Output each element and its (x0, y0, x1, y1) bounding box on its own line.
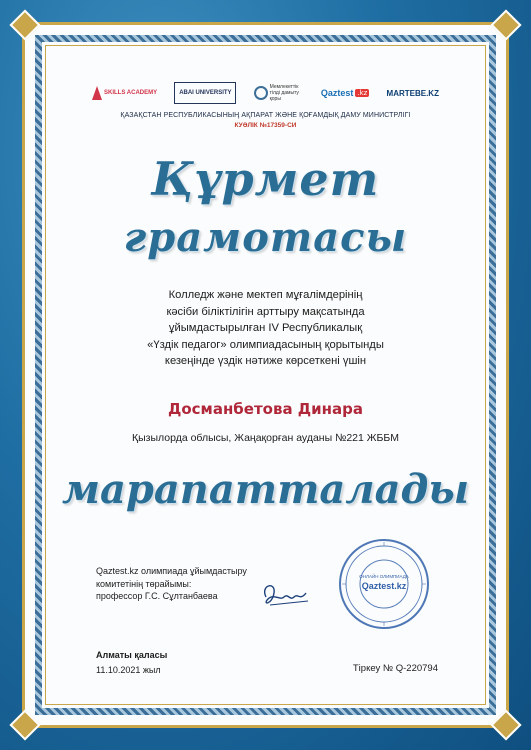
martebe-logo (387, 89, 439, 98)
ministry-heading: ҚАЗАҚСТАН РЕСПУБЛИКАСЫНЫҢ АҚПАРАТ ЖӘНЕ ҚОҒАМДЫҚ ДАМУ МИНИСТРЛІГІ (120, 112, 411, 119)
award-reason-line: Колледж және мектеп мұғалімдерінің (168, 289, 363, 301)
certificate-title-line1: Құрмет (151, 152, 380, 206)
certificate-title-line2: грамотасы (123, 214, 408, 261)
partner-logos (92, 82, 439, 104)
issue-city: Алматы қаласы (96, 650, 168, 660)
license-number: КУӘЛІК №17359-СИ (234, 122, 297, 129)
issue-date: 11.10.2021 жыл (96, 665, 161, 675)
award-reason-line: кәсіби біліктілігін арттыру мақсатында (166, 305, 365, 318)
recipient-name: Досманбетова Динара (168, 400, 363, 418)
language-fund-logo (254, 84, 304, 102)
registration-value: Q-220794 (395, 663, 438, 674)
registration-number (353, 663, 438, 674)
abai-logo-text: ABAI UNIVERSITY (174, 82, 236, 104)
recipient-school: Қызылорда облысы, Жаңақорған ауданы №221 ЖББМ (131, 432, 399, 444)
stamp-top-text: ОНЛАЙН ОЛИМПИАДА (359, 574, 409, 579)
qaztest-logo-suffix: .kz (357, 89, 368, 97)
committee-line: профессор Г.С. Сұлтанбаева (96, 591, 218, 601)
award-reason (60, 287, 471, 370)
award-reason-line: ұйымдастырылған IV Республикалық (168, 322, 363, 334)
language-fund-text: Мемлекеттік тілді дамыту қоры (269, 84, 299, 102)
award-reason-line: кезеңінде үздік нәтиже көрсеткені үшін (164, 355, 367, 367)
skills-logo-text: SKILLS ACADEMY (104, 89, 158, 96)
official-stamp (338, 538, 430, 630)
martebe-logo-text: MARTEBE.KZ (386, 88, 439, 98)
committee-line: комитетінің төрайымы: (96, 578, 192, 589)
qaztest-logo (321, 88, 369, 98)
awarded-heading: марапатталады (61, 466, 470, 513)
skills-academy-logo (92, 86, 157, 100)
qaztest-logo-text: Qaztest (320, 88, 354, 98)
registration-label: Тіркеу № (352, 663, 394, 674)
language-fund-icon (254, 86, 268, 100)
signature-icon (258, 575, 318, 615)
abai-university-logo (174, 82, 236, 104)
skills-logo-icon (92, 86, 102, 100)
stamp-center-text: Qaztest.kz (361, 581, 407, 591)
committee-line: Qaztest.kz олимпиада ұйымдастыру (96, 566, 247, 576)
award-reason-line: «Үздік педагог» олимпиадасының қорытынды (147, 338, 384, 351)
